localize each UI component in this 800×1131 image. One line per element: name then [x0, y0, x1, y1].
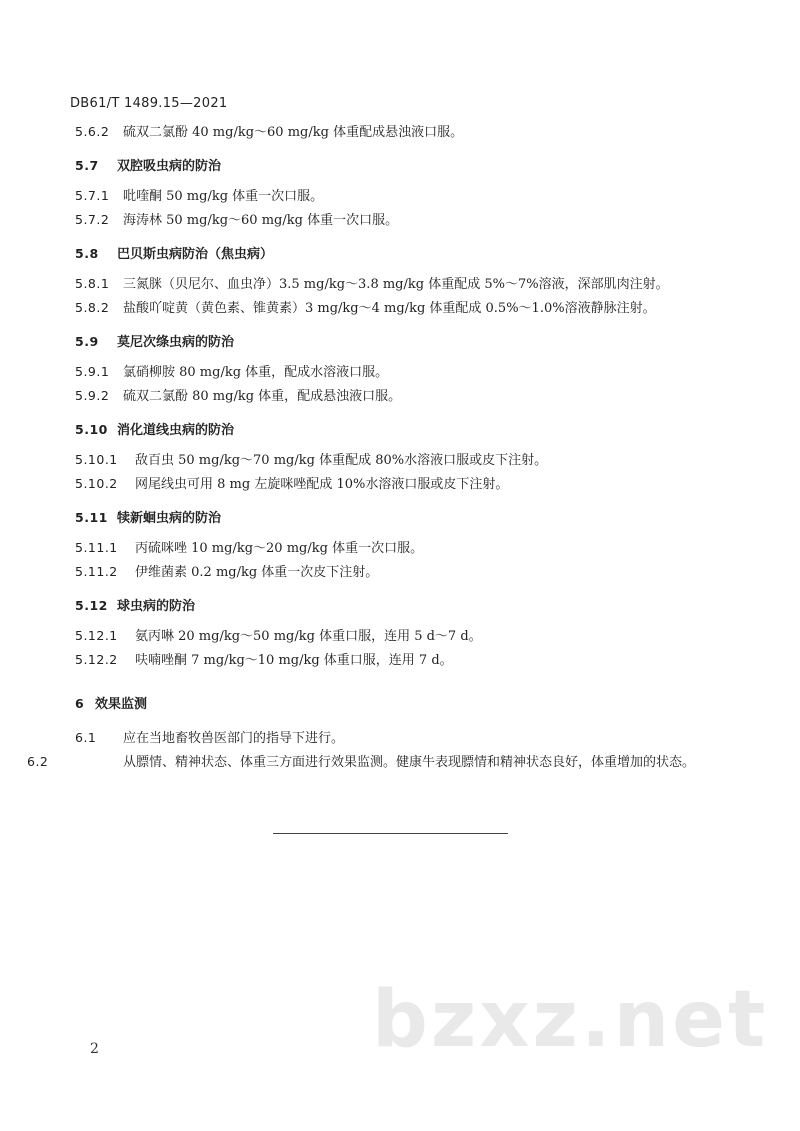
section-title: 莫尼次绦虫病的防治 [117, 335, 235, 350]
clause-5-12-2 [75, 648, 725, 672]
section-title: 球虫病的防治 [117, 599, 196, 614]
clause-number: 5.12.2 [75, 652, 118, 667]
watermark: bzxz.net [372, 975, 769, 1065]
clause-text: 吡喹酮 50 mg/kg 体重一次口服。 [123, 189, 324, 204]
clause-number: 5.9.1 [75, 364, 110, 379]
clause-number: 5.8.1 [75, 276, 110, 291]
clause-text: 硫双二氯酚 40 mg/kg～60 mg/kg 体重配成悬浊液口服。 [123, 125, 464, 140]
section-title: 双腔吸虫病的防治 [117, 159, 222, 174]
section-number: 5.10 [75, 422, 108, 437]
clause-text: 硫双二氯酚 80 mg/kg 体重，配成悬浊液口服。 [123, 389, 402, 404]
section-number: 5.9 [75, 334, 99, 349]
clause-6-2 [27, 750, 723, 775]
clause-number: 5.6.2 [75, 124, 110, 139]
section-number: 5.7 [75, 158, 99, 173]
end-divider [273, 833, 508, 834]
section-title: 犊新蛔虫病的防治 [117, 511, 222, 526]
clause-text: 网尾线虫可用 8 mg 左旋咪唑配成 10%水溶液口服或皮下注射。 [135, 477, 509, 492]
clause-5-8-2 [75, 296, 725, 320]
clause-5-11-2 [75, 560, 725, 584]
clause-5-11-1 [75, 536, 725, 560]
clause-5-12-1 [75, 624, 725, 648]
clause-number: 5.7.1 [75, 188, 110, 203]
clause-text: 伊维菌素 0.2 mg/kg 体重一次皮下注射。 [135, 565, 379, 580]
clause-5-7-1 [75, 184, 725, 208]
clause-5-7-2 [75, 208, 725, 232]
section-heading-5-9 [75, 330, 725, 354]
clause-5-9-1 [75, 360, 725, 384]
clause-text: 氨丙啉 20 mg/kg～50 mg/kg 体重口服，连用 5 d～7 d。 [135, 629, 482, 644]
section-number: 5.11 [75, 510, 108, 525]
clause-5-9-2 [75, 384, 725, 408]
section-title: 巴贝斯虫病防治（焦虫病） [117, 247, 274, 262]
page-number: 2 [90, 1041, 99, 1057]
clause-text: 盐酸吖啶黄（黄色素、锥黄素）3 mg/kg～4 mg/kg 体重配成 0.5%～1.0%溶液静脉注射。 [123, 301, 656, 316]
section-number: 5.8 [75, 246, 99, 261]
clause-5-10-2 [75, 472, 725, 496]
clause-number: 5.7.2 [75, 212, 110, 227]
clause-text: 海涛林 50 mg/kg～60 mg/kg 体重一次口服。 [123, 213, 399, 228]
clause-6-1 [75, 726, 725, 750]
chapter-title: 效果监测 [95, 697, 148, 712]
clause-number: 5.11.1 [75, 540, 118, 555]
clause-5-10-1 [75, 448, 725, 472]
clause-text: 敌百虫 50 mg/kg～70 mg/kg 体重配成 80%水溶液口服或皮下注射。 [135, 453, 548, 468]
clause-number: 6.1 [75, 730, 97, 745]
clause-5-6-2 [75, 120, 725, 144]
clause-text: 氯硝柳胺 80 mg/kg 体重，配成水溶液口服。 [123, 365, 389, 380]
section-heading-5-8 [75, 242, 725, 266]
chapter-number: 6 [75, 696, 85, 711]
clause-text: 应在当地畜牧兽医部门的指导下进行。 [123, 731, 345, 746]
section-title: 消化道线虫病的防治 [117, 423, 235, 438]
clause-number: 5.11.2 [75, 564, 118, 579]
clause-5-8-1 [75, 272, 725, 296]
clause-number: 5.10.2 [75, 476, 118, 491]
clause-text: 丙硫咪唑 10 mg/kg～20 mg/kg 体重一次口服。 [135, 541, 424, 556]
clause-text: 三氮脒（贝尼尔、血虫净）3.5 mg/kg～3.8 mg/kg 体重配成 5%～7%溶液，深部肌肉注射。 [123, 277, 669, 292]
clause-text: 从膘情、精神状态、体重三方面进行效果监测。健康牛表现膘情和精神状态良好，体重增加的状态。 [123, 755, 696, 770]
section-heading-5-10 [75, 418, 725, 442]
document-id: DB61/T 1489.15—2021 [70, 96, 228, 111]
clause-text: 呋喃唑酮 7 mg/kg～10 mg/kg 体重口服，连用 7 d。 [135, 653, 453, 668]
section-heading-5-11 [75, 506, 725, 530]
clause-number: 5.9.2 [75, 388, 110, 403]
section-heading-5-7 [75, 154, 725, 178]
clause-number: 5.10.1 [75, 452, 118, 467]
document-body [27, 120, 725, 775]
section-heading-5-12 [75, 594, 725, 618]
clause-number: 6.2 [27, 754, 49, 769]
clause-number: 5.8.2 [75, 300, 110, 315]
clause-number: 5.12.1 [75, 628, 118, 643]
section-number: 5.12 [75, 598, 108, 613]
chapter-heading-6 [75, 692, 725, 716]
